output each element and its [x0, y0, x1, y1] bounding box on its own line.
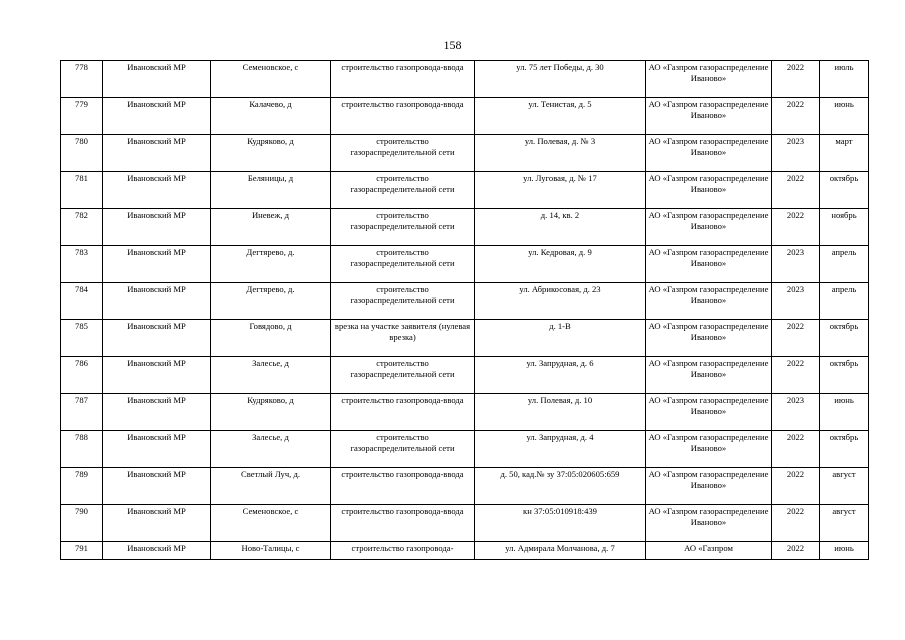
address-cell: ул. Полевая, д. № 3 [475, 135, 646, 172]
row-number-cell: 782 [61, 209, 103, 246]
district-cell: Ивановский МР [103, 135, 211, 172]
settlement-cell: Залесье, д [211, 431, 331, 468]
work-type-cell: строительство газопровода-ввода [331, 394, 475, 431]
table-row [61, 172, 869, 209]
settlement-cell: Говядово, д [211, 320, 331, 357]
work-type-cell: строительство газопровода- [331, 542, 475, 560]
year-cell: 2022 [772, 431, 820, 468]
district-cell: Ивановский МР [103, 357, 211, 394]
year-cell: 2022 [772, 172, 820, 209]
row-number-cell: 788 [61, 431, 103, 468]
settlement-cell: Иневеж, д [211, 209, 331, 246]
table-row [61, 394, 869, 431]
gasification-registry-table [60, 60, 869, 560]
address-cell: ул. Кедровая, д. 9 [475, 246, 646, 283]
row-number-cell: 791 [61, 542, 103, 560]
district-cell: Ивановский МР [103, 468, 211, 505]
row-number-cell: 784 [61, 283, 103, 320]
address-cell: д. 50, кад.№ зу 37:05:020605:659 [475, 468, 646, 505]
address-cell: ул. Адмирала Молчанова, д. 7 [475, 542, 646, 560]
work-type-cell: строительство газопровода-ввода [331, 468, 475, 505]
month-cell: октябрь [820, 320, 869, 357]
row-number-cell: 778 [61, 61, 103, 98]
organization-cell: АО «Газпром газораспределение Иваново» [646, 431, 772, 468]
address-cell: ул. Полевая, д. 10 [475, 394, 646, 431]
table-row [61, 61, 869, 98]
district-cell: Ивановский МР [103, 209, 211, 246]
settlement-cell: Беляницы, д [211, 172, 331, 209]
settlement-cell: Дегтярево, д. [211, 246, 331, 283]
address-cell: ул. Запрудная, д. 6 [475, 357, 646, 394]
settlement-cell: Светлый Луч, д. [211, 468, 331, 505]
work-type-cell: строительство газопровода-ввода [331, 98, 475, 135]
month-cell: март [820, 135, 869, 172]
month-cell: июнь [820, 394, 869, 431]
year-cell: 2022 [772, 357, 820, 394]
organization-cell: АО «Газпром газораспределение Иваново» [646, 172, 772, 209]
month-cell: июнь [820, 98, 869, 135]
row-number-cell: 780 [61, 135, 103, 172]
year-cell: 2022 [772, 505, 820, 542]
work-type-cell: строительство газораспределительной сети [331, 283, 475, 320]
district-cell: Ивановский МР [103, 172, 211, 209]
work-type-cell: строительство газораспределительной сети [331, 172, 475, 209]
row-number-cell: 779 [61, 98, 103, 135]
district-cell: Ивановский МР [103, 505, 211, 542]
table-row [61, 320, 869, 357]
address-cell: ул. Тенистая, д. 5 [475, 98, 646, 135]
year-cell: 2023 [772, 283, 820, 320]
work-type-cell: строительство газораспределительной сети [331, 357, 475, 394]
settlement-cell: Кудряково, д [211, 135, 331, 172]
address-cell: кн 37:05:010918:439 [475, 505, 646, 542]
settlement-cell: Семеновское, с [211, 505, 331, 542]
settlement-cell: Семеновское, с [211, 61, 331, 98]
district-cell: Ивановский МР [103, 246, 211, 283]
year-cell: 2022 [772, 209, 820, 246]
row-number-cell: 785 [61, 320, 103, 357]
work-type-cell: врезка на участке заявителя (нулевая врезка) [331, 320, 475, 357]
month-cell: июль [820, 61, 869, 98]
work-type-cell: строительство газораспределительной сети [331, 246, 475, 283]
year-cell: 2022 [772, 98, 820, 135]
work-type-cell: строительство газораспределительной сети [331, 135, 475, 172]
year-cell: 2022 [772, 468, 820, 505]
district-cell: Ивановский МР [103, 431, 211, 468]
address-cell: ул. 75 лет Победы, д. 30 [475, 61, 646, 98]
settlement-cell: Кудряково, д [211, 394, 331, 431]
month-cell: ноябрь [820, 209, 869, 246]
month-cell: июнь [820, 542, 869, 560]
month-cell: октябрь [820, 431, 869, 468]
settlement-cell: Калачево, д [211, 98, 331, 135]
month-cell: октябрь [820, 357, 869, 394]
work-type-cell: строительство газораспределительной сети [331, 209, 475, 246]
settlement-cell: Дегтярево, д. [211, 283, 331, 320]
address-cell: ул. Запрудная, д. 4 [475, 431, 646, 468]
organization-cell: АО «Газпром газораспределение Иваново» [646, 468, 772, 505]
organization-cell: АО «Газпром [646, 542, 772, 560]
row-number-cell: 786 [61, 357, 103, 394]
organization-cell: АО «Газпром газораспределение Иваново» [646, 505, 772, 542]
year-cell: 2022 [772, 320, 820, 357]
year-cell: 2023 [772, 246, 820, 283]
address-cell: д. 1-В [475, 320, 646, 357]
organization-cell: АО «Газпром газораспределение Иваново» [646, 246, 772, 283]
month-cell: октябрь [820, 172, 869, 209]
row-number-cell: 790 [61, 505, 103, 542]
table-row [61, 542, 869, 560]
month-cell: август [820, 468, 869, 505]
organization-cell: АО «Газпром газораспределение Иваново» [646, 61, 772, 98]
organization-cell: АО «Газпром газораспределение Иваново» [646, 98, 772, 135]
organization-cell: АО «Газпром газораспределение Иваново» [646, 209, 772, 246]
work-type-cell: строительство газораспределительной сети [331, 431, 475, 468]
year-cell: 2022 [772, 542, 820, 560]
organization-cell: АО «Газпром газораспределение Иваново» [646, 394, 772, 431]
table-row [61, 283, 869, 320]
month-cell: апрель [820, 246, 869, 283]
settlement-cell: Залесье, д [211, 357, 331, 394]
table-row [61, 431, 869, 468]
table-row [61, 357, 869, 394]
settlement-cell: Ново-Талицы, с [211, 542, 331, 560]
year-cell: 2022 [772, 61, 820, 98]
table-row [61, 209, 869, 246]
work-type-cell: строительство газопровода-ввода [331, 61, 475, 98]
year-cell: 2023 [772, 135, 820, 172]
year-cell: 2023 [772, 394, 820, 431]
table-row [61, 246, 869, 283]
district-cell: Ивановский МР [103, 320, 211, 357]
address-cell: ул. Абрикосовая, д. 23 [475, 283, 646, 320]
work-type-cell: строительство газопровода-ввода [331, 505, 475, 542]
district-cell: Ивановский МР [103, 98, 211, 135]
month-cell: август [820, 505, 869, 542]
organization-cell: АО «Газпром газораспределение Иваново» [646, 357, 772, 394]
organization-cell: АО «Газпром газораспределение Иваново» [646, 320, 772, 357]
district-cell: Ивановский МР [103, 394, 211, 431]
district-cell: Ивановский МР [103, 283, 211, 320]
address-cell: ул. Луговая, д. № 17 [475, 172, 646, 209]
row-number-cell: 789 [61, 468, 103, 505]
organization-cell: АО «Газпром газораспределение Иваново» [646, 135, 772, 172]
row-number-cell: 787 [61, 394, 103, 431]
organization-cell: АО «Газпром газораспределение Иваново» [646, 283, 772, 320]
row-number-cell: 781 [61, 172, 103, 209]
district-cell: Ивановский МР [103, 61, 211, 98]
district-cell: Ивановский МР [103, 542, 211, 560]
row-number-cell: 783 [61, 246, 103, 283]
address-cell: д. 14, кв. 2 [475, 209, 646, 246]
month-cell: апрель [820, 283, 869, 320]
table-row [61, 505, 869, 542]
table-row [61, 468, 869, 505]
table-row [61, 135, 869, 172]
page-number: 158 [443, 38, 462, 52]
table-row [61, 98, 869, 135]
